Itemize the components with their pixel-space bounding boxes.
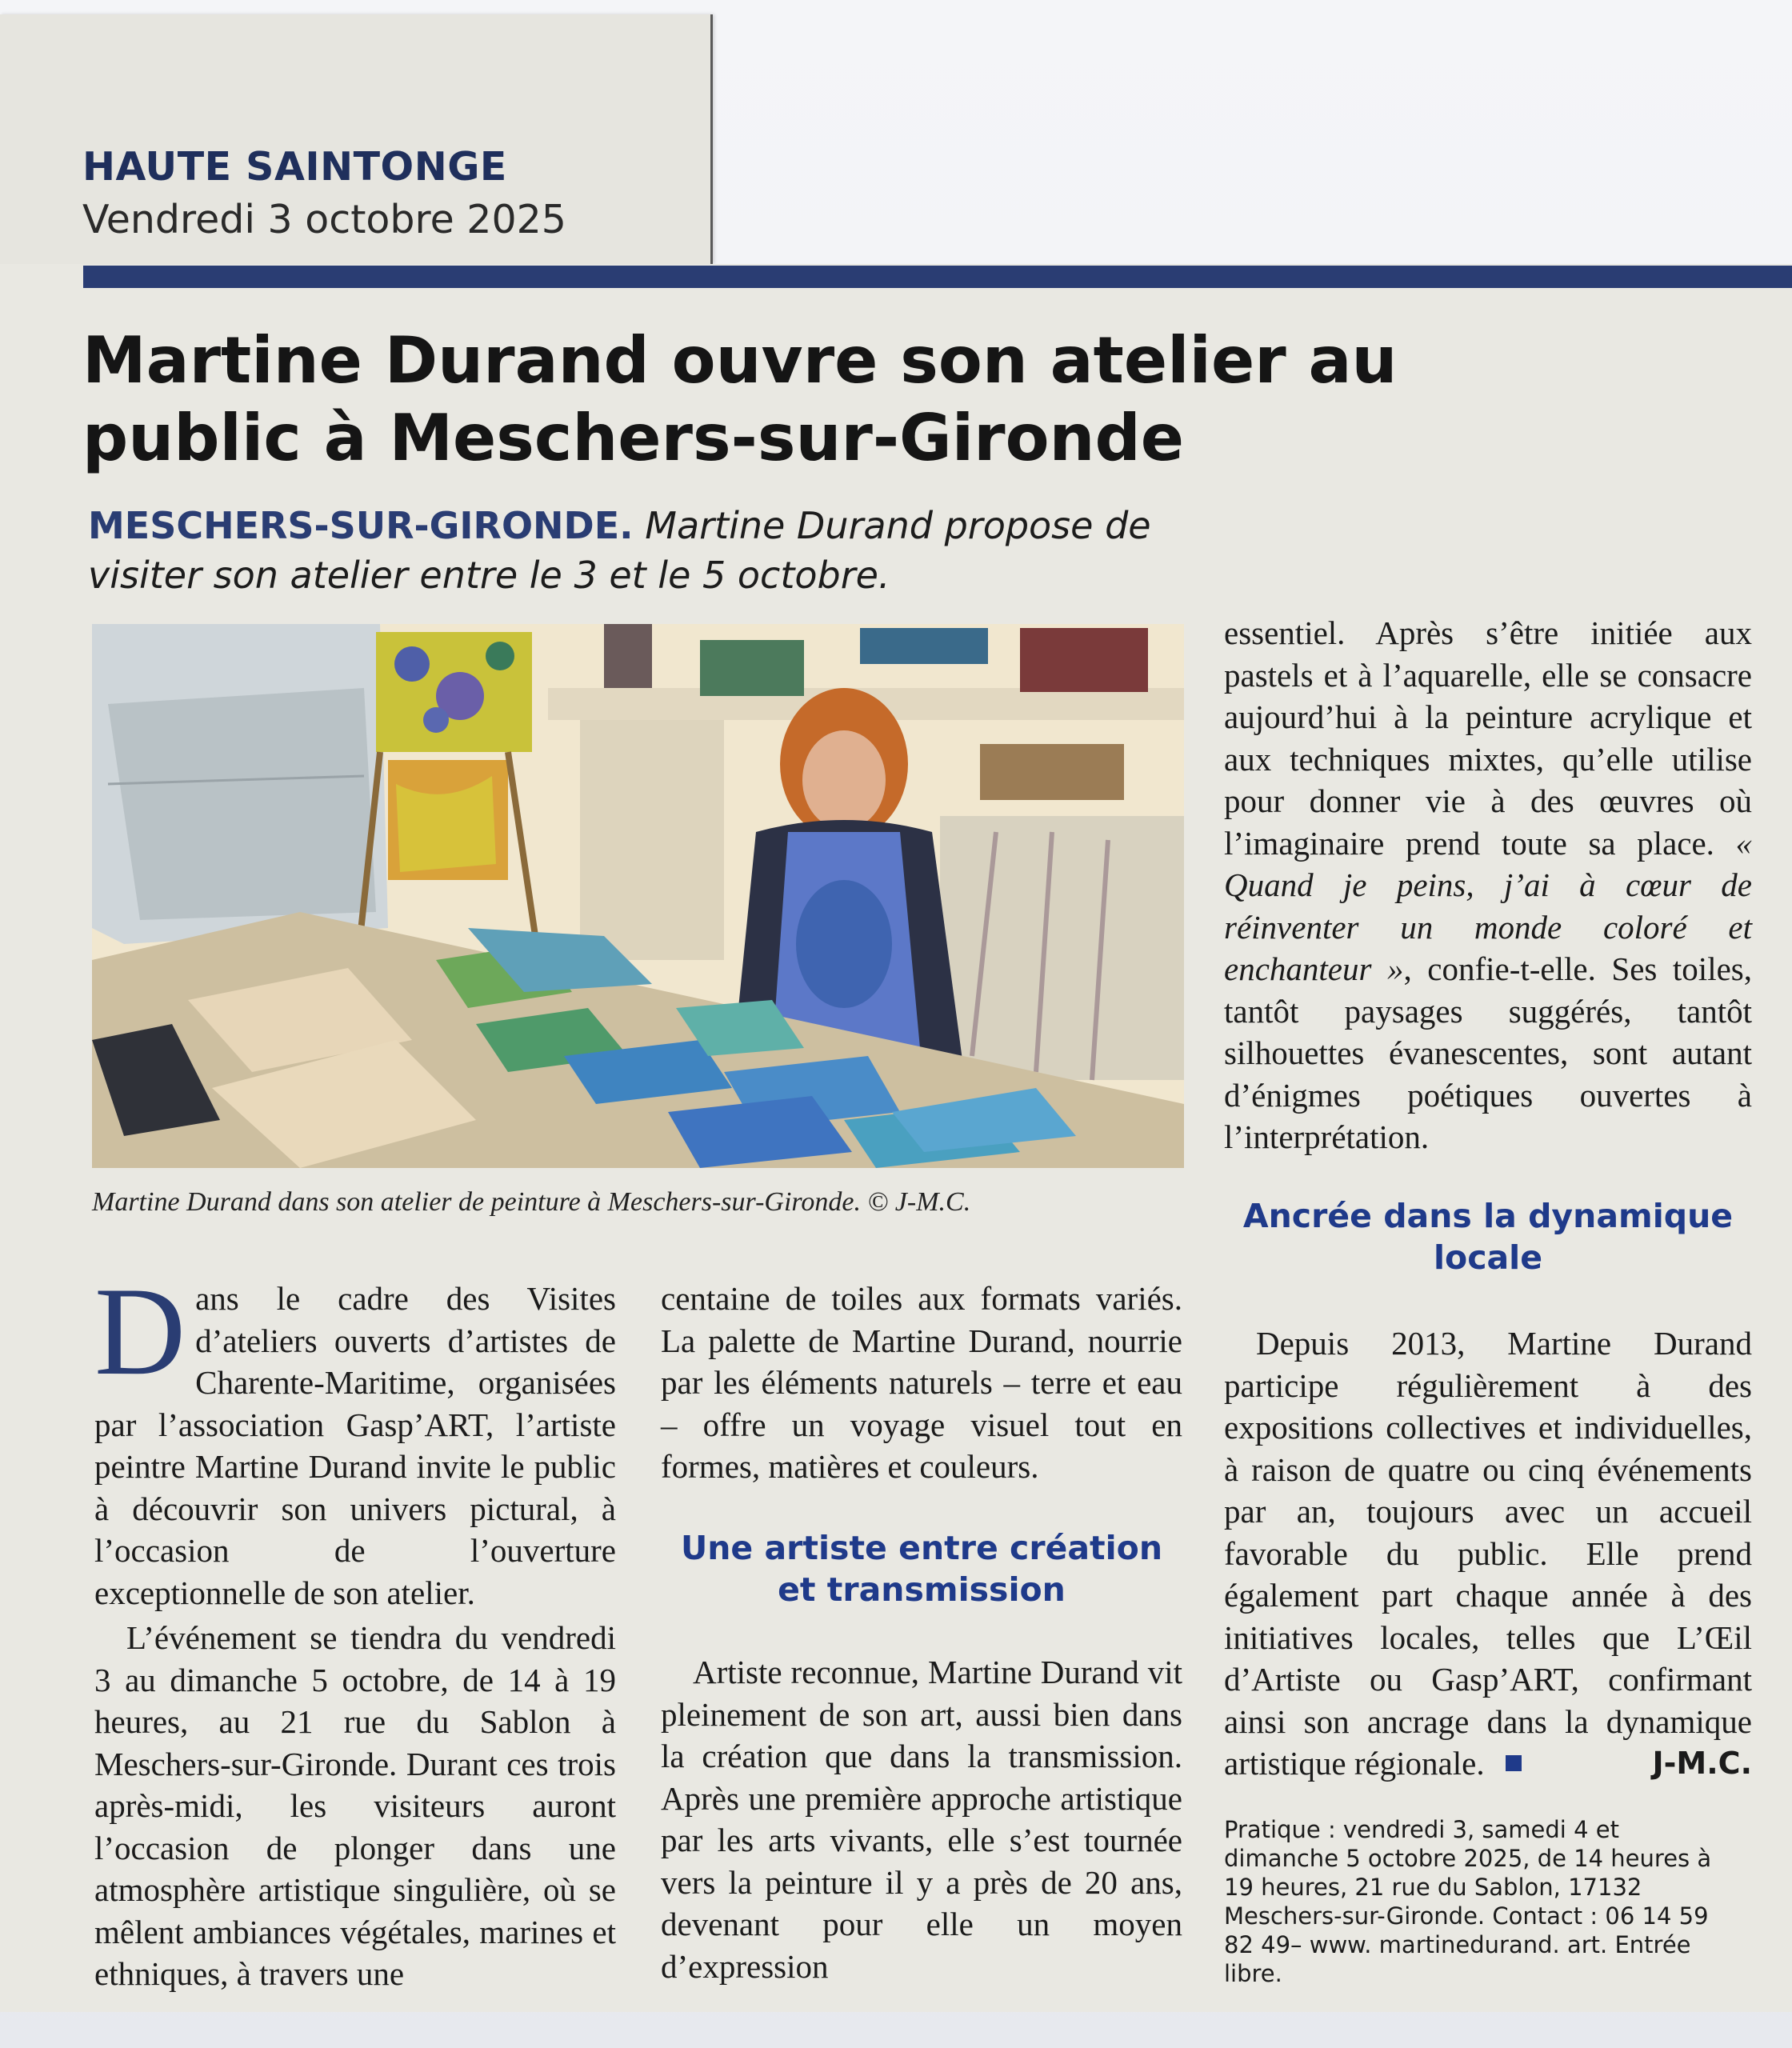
artist-studio-photo <box>92 624 1184 1168</box>
article-photo <box>92 624 1184 1168</box>
body-paragraph: Depuis 2013, Martine Durand participe régulièrement à des expositions collectives et individuelles, à raison de quatre ou cinq événements par an, toujours avec un accueil favorable du public. Elle prend également part chaque année à des initiatives locales, telles que L’Œil d’Artiste ou Gasp’ART, confirmant ainsi son ancrage dans la dynamique artistique régionale. <box>1224 1325 1752 1782</box>
subheading-1: Une artiste entre création et transmission <box>680 1529 1163 1609</box>
practical-info: Pratique : vendredi 3, samedi 4 et dimanche 5 octobre 2025, de 14 heures à 19 heures, 21 rue du Sablon, 17132 Meschers-sur-Gironde. Contact : 06 14 59 82 49– www. martinedurand. art. Entrée libre. <box>1224 1816 1712 1987</box>
body-paragraph: Artiste reconnue, Martine Durand vit pleinement de son art, aussi bien dans la création que dans la transmission. Après une première approche artistique par les arts vivants, elle s’est tournée vers la peinture il y a près de 20 ans, devenant pour elle un moyen d’expression <box>661 1654 1182 1985</box>
drop-cap: D <box>94 1262 186 1402</box>
body-paragraph: L’événement se tiendra du vendredi 3 au dimanche 5 octobre, de 14 à 19 heures, au 21 rue du Sablon à Meschers-sur-Gironde. Durant ces trois après-midi, les visiteurs auront l’occasion de plonger dans une atmosphère artistique singulière, où se mêlent ambiances végétales, marines et ethniques, à travers une <box>94 1619 616 1992</box>
standfirst-text: Martine Durand propose de visiter son atelier entre le 3 et le 5 octobre. <box>88 504 1151 597</box>
body-column-3 <box>1224 612 1752 1158</box>
body-column-2 <box>661 1278 1182 1488</box>
publication-date: Vendredi 3 octobre 2025 <box>82 197 566 242</box>
byline: J-M.C. <box>1652 1746 1752 1781</box>
body-paragraph: essentiel. Après s’être initiée aux pastels et à l’aquarelle, elle se consacre aujourd’hui à la peinture acrylique et aux techniques mixtes, qu’elle utilise pour donner vie à des œuvres où l’imaginaire prend toute sa place. <box>1224 614 1752 862</box>
standfirst <box>88 501 1208 600</box>
photo-caption: Martine Durand dans son atelier de peinture à Meschers-sur-Gironde. © J-M.C. <box>92 1187 971 1217</box>
headline: Martine Durand ouvre son atelier au public à Meschers-sur-Gironde <box>82 323 1398 475</box>
body-paragraph: ans le cadre des Visites d’ateliers ouverts d’artistes de Charente-Maritime, organisées par l’association Gasp’ART, l’artiste peintre Martine Durand invite le public à découvrir son univers pictural, à l’occasion de l’ouverture exceptionnelle de son atelier. <box>94 1280 616 1611</box>
body-column-2-cont <box>661 1651 1182 1987</box>
body-column-1 <box>94 1262 616 1995</box>
end-mark-icon <box>1506 1755 1522 1771</box>
body-paragraph: , confie-t-elle. Ses toiles, tantôt paysages suggérés, tantôt silhouettes évanescentes, sont autant d’énigmes poétiques ouvertes à l’interprétation. <box>1224 950 1752 1155</box>
body-column-3-cont <box>1224 1322 1752 1785</box>
quote: « Quand je peins, j’ai à cœur de réinventer un monde coloré et enchanteur » <box>1224 824 1753 987</box>
kicker: MESCHERS-SUR-GIRONDE. <box>88 504 634 547</box>
section-name: HAUTE SAINTONGE <box>82 144 507 190</box>
body-paragraph: centaine de toiles aux formats variés. La palette de Martine Durand, nourrie par les éléments naturels – terre et eau – offre un voyage visuel tout en formes, matières et couleurs. <box>661 1280 1182 1485</box>
header-rule <box>83 266 1792 288</box>
subheading-2: Ancrée dans la dynamique locale <box>1242 1197 1734 1277</box>
